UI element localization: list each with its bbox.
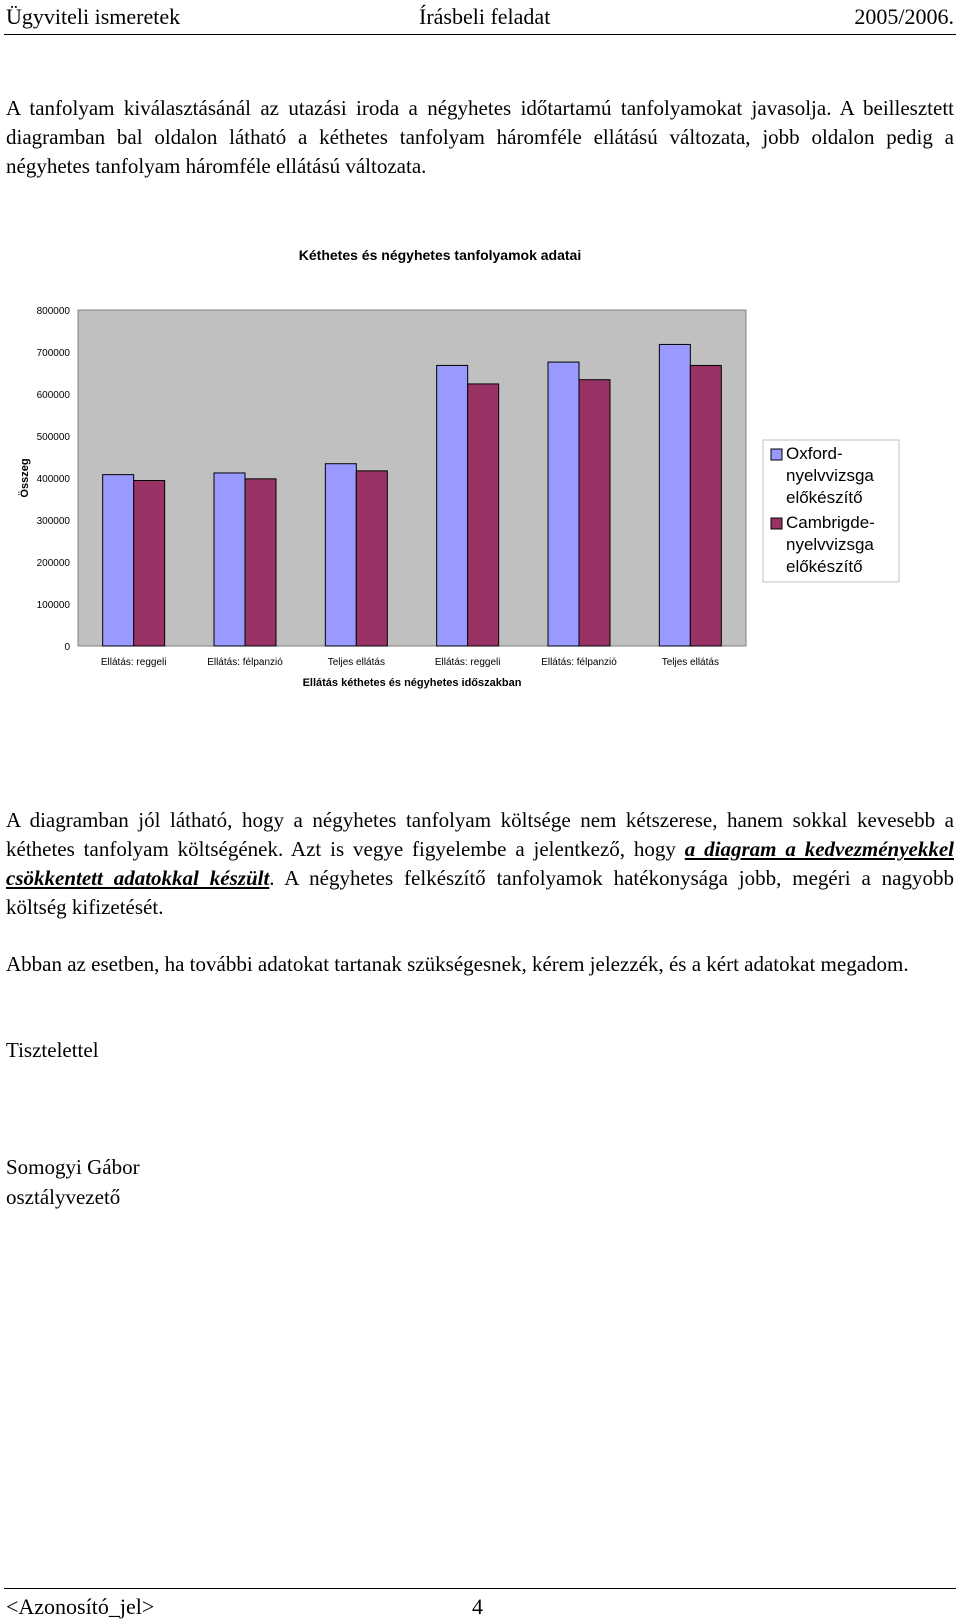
closing-text: Tisztelettel xyxy=(6,1038,99,1062)
bar-oxford xyxy=(659,344,690,646)
header-subject: Ügyviteli ismeretek xyxy=(6,4,181,29)
x-tick-label: Ellátás: félpanzió xyxy=(207,657,283,668)
signature-title: osztályvezető xyxy=(6,1185,121,1209)
analysis-emphasis: a diagram a kedvezményekkel csökkentett adatokkal készült xyxy=(6,837,955,890)
y-axis-label: Összeg xyxy=(19,458,31,498)
page-number: 4 xyxy=(472,1594,483,1619)
header-year: 2005/2006. xyxy=(854,4,954,29)
signature-block xyxy=(6,1152,140,1212)
legend-swatch-cambridge xyxy=(771,518,782,529)
analysis-paragraph xyxy=(6,806,954,922)
analysis-text-end: . A négyhetes felkészítő tanfolyamok hatékonysága jobb, megéri a nagyobb költség kifizetését. xyxy=(6,866,954,919)
x-axis-label: Ellátás kéthetes és négyhetes időszakban xyxy=(302,677,522,689)
bar-oxford xyxy=(103,475,134,646)
y-tick-label: 0 xyxy=(64,642,70,653)
chart-title: Kéthetes és négyhetes tanfolyamok adatai xyxy=(298,247,582,263)
x-tick-label: Teljes ellátás xyxy=(327,657,385,668)
y-tick-label: 300000 xyxy=(36,516,70,527)
y-tick-label: 100000 xyxy=(36,600,70,611)
x-tick-label: Teljes ellátás xyxy=(661,657,719,668)
legend xyxy=(763,440,899,582)
y-tick-label: 700000 xyxy=(36,348,70,359)
x-tick-label: Ellátás: félpanzió xyxy=(541,657,617,668)
y-tick-label: 400000 xyxy=(36,474,70,485)
page-header xyxy=(4,4,956,32)
bar-cambridge xyxy=(690,365,721,646)
x-tick-label: Ellátás: reggeli xyxy=(100,657,167,668)
bar-chart xyxy=(0,240,960,720)
signature-name: Somogyi Gábor xyxy=(6,1155,140,1179)
bar-oxford xyxy=(325,464,356,646)
bar-cambridge xyxy=(579,380,610,646)
analysis-text-start: A diagramban jól látható, hogy a négyhetes tanfolyam költsége nem kétszerese, hanem sokkal kevesebb a kéthetes tanfolyam költségének. Azt is vegye figyelembe a jelentkező, hogy xyxy=(6,808,954,861)
bar-cambridge xyxy=(134,481,165,646)
bar-oxford xyxy=(548,362,579,646)
intro-paragraph: A tanfolyam kiválasztásánál az utazási iroda a négyhetes időtartamú tanfolyamokat javasolja. A beillesztett diagramban bal oldalon látható a kéthetes tanfolyam háromféle ellátású változata, jobb oldalon pedig a négyhetes tanfolyam háromféle ellátású változata. xyxy=(6,96,954,178)
y-tick-label: 500000 xyxy=(36,432,70,443)
bar-oxford xyxy=(214,473,245,646)
footer-divider xyxy=(4,1588,956,1589)
header-exam-type: Írásbeli feladat xyxy=(419,4,551,29)
header-divider xyxy=(4,34,956,35)
plot-area xyxy=(78,310,746,646)
legend-label-cambridge: Cambrigde- nyelvvizsga előkészítő xyxy=(786,513,875,576)
y-tick-label: 800000 xyxy=(36,306,70,317)
bar-oxford xyxy=(437,365,468,646)
x-axis-ticks xyxy=(101,657,719,668)
x-tick-label: Ellátás: reggeli xyxy=(434,657,501,668)
bar-cambridge xyxy=(468,384,499,646)
offer-paragraph: Abban az esetben, ha további adatokat tartanak szükségesnek, kérem jelezzék, és a kért adatokat megadom. xyxy=(6,952,909,976)
y-tick-label: 200000 xyxy=(36,558,70,569)
bar-cambridge xyxy=(245,479,276,646)
y-tick-label: 600000 xyxy=(36,390,70,401)
legend-swatch-oxford xyxy=(771,449,782,460)
y-axis-ticks xyxy=(37,306,71,653)
footer-id-placeholder: <Azonosító_jel> xyxy=(6,1594,155,1619)
bar-cambridge xyxy=(356,471,387,646)
legend-label-oxford: Oxford- nyelvvizsga előkészítő xyxy=(786,444,874,507)
